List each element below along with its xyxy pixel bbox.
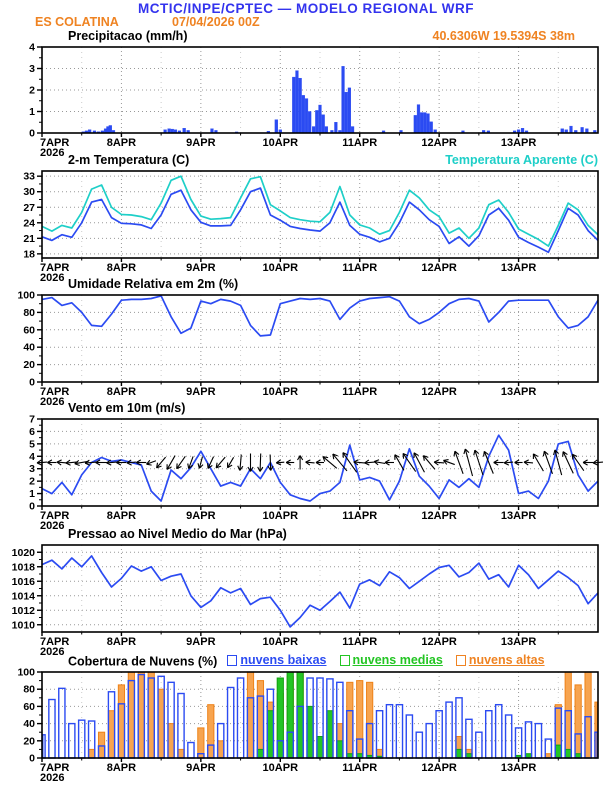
cloud-bar — [98, 732, 104, 758]
cloud-bar — [555, 745, 561, 758]
cloud-bar — [416, 732, 422, 758]
precip-bar — [322, 115, 325, 133]
y-tick-label: 27 — [23, 201, 35, 214]
x-tick-label: 10APR — [262, 762, 299, 774]
x-tick-label: 8APR — [106, 137, 137, 149]
cloud-bar — [307, 706, 313, 758]
x-tick-label: 12APR — [421, 386, 457, 398]
cloud-bar — [69, 724, 75, 758]
cloud-bar — [267, 711, 273, 758]
cloud-bar — [367, 682, 373, 758]
cloud-bar — [158, 689, 164, 758]
wind-arrow — [494, 460, 504, 465]
precip-bar — [420, 113, 423, 133]
precip-bar — [417, 105, 420, 133]
x-tick-label: 12APR — [421, 636, 457, 648]
panel-title-clouds — [68, 653, 545, 669]
y-tick-label: 40 — [23, 341, 35, 354]
y-tick-label: 60 — [23, 324, 35, 337]
panel-frame — [42, 545, 598, 632]
x-tick-label: 13APR — [500, 762, 537, 774]
wind-arrow — [57, 459, 67, 465]
legend-item-mid-clouds — [340, 653, 443, 667]
x-axis-year-label: 2026 — [40, 147, 65, 159]
cloud-bar — [49, 700, 55, 758]
cloud-bar — [327, 711, 333, 758]
cloud-bar — [476, 732, 482, 758]
precip-bar — [325, 127, 328, 133]
cloud-bar — [178, 694, 184, 759]
cloud-bar — [148, 672, 154, 758]
precip-bar — [109, 125, 112, 133]
panel-humidity — [17, 290, 598, 409]
precip-bar — [302, 95, 305, 133]
y-tick-label: 60 — [23, 700, 35, 713]
precip-bar — [345, 92, 348, 133]
x-tick-label: 12APR — [421, 137, 457, 149]
wind-arrow — [225, 456, 236, 469]
precip-bar — [342, 66, 345, 133]
cloud-bar — [188, 743, 194, 758]
y-tick-label: 4 — [29, 41, 35, 54]
precip-bar — [305, 99, 308, 133]
cloud-bar — [287, 672, 293, 758]
cloud-bar — [59, 688, 65, 758]
wind-arrow — [364, 459, 374, 465]
y-tick-label: 1 — [29, 488, 35, 501]
cloud-bar — [575, 685, 581, 758]
panel-title-wind: Vento em 10m (m/s) — [68, 401, 186, 415]
wind-arrow — [155, 455, 168, 469]
wind-arrow — [175, 455, 188, 470]
x-axis-year-label: 2026 — [40, 772, 65, 784]
wind-arrow — [96, 460, 108, 465]
cloud-bar — [208, 705, 214, 758]
x-tick-label: 11APR — [342, 510, 378, 522]
cloud-bar — [456, 749, 462, 758]
cloud-bar — [108, 711, 114, 758]
precip-bar — [296, 71, 299, 133]
wind-arrow — [443, 458, 456, 467]
panel-frame — [42, 295, 598, 382]
precip-bar — [315, 110, 318, 133]
wind-arrow — [214, 455, 227, 469]
x-tick-label: 13APR — [500, 262, 537, 274]
wind-arrow — [305, 460, 314, 466]
legend-label-mid-clouds: nuvens medias — [352, 653, 443, 667]
precip-bar — [275, 120, 278, 133]
cloud-bar — [486, 711, 492, 758]
y-tick-label: 30 — [23, 186, 35, 199]
wind-arrow — [316, 460, 324, 465]
y-tick-label: 6 — [29, 425, 35, 438]
cloud-bar — [446, 702, 452, 758]
x-tick-label: 10APR — [262, 262, 299, 274]
wind-arrow — [374, 459, 386, 466]
high-clouds-swatch-icon — [456, 655, 466, 666]
cloud-bar — [565, 749, 571, 758]
x-axis-year-label: 2026 — [40, 520, 65, 532]
x-tick-label: 13APR — [500, 510, 537, 522]
wind-arrow — [268, 454, 274, 470]
x-tick-label: 9APR — [186, 762, 216, 774]
x-tick-label: 10APR — [262, 510, 299, 522]
x-tick-label: 9APR — [186, 510, 216, 522]
cloud-bar — [386, 705, 392, 758]
x-tick-label: 9APR — [186, 636, 216, 648]
x-tick-label: 13APR — [500, 137, 537, 149]
y-tick-label: 18 — [23, 248, 35, 261]
cloud-bar — [506, 715, 512, 758]
x-tick-label: 11APR — [342, 762, 378, 774]
panel-temperature — [23, 171, 598, 284]
cloud-bar — [178, 749, 184, 758]
y-tick-label: 20 — [23, 735, 35, 748]
wind-arrow — [561, 451, 576, 475]
run-datetime: 07/04/2026 00Z — [172, 15, 260, 29]
x-tick-label: 9APR — [186, 137, 216, 149]
y-tick-label: 100 — [17, 666, 35, 679]
y-tick-label: 40 — [23, 718, 35, 731]
cloud-bar — [118, 685, 124, 758]
y-tick-label: 2 — [29, 475, 35, 488]
page-title: MCTIC/INPE/CPTEC — MODELO REGIONAL WRF — [138, 1, 474, 16]
cloud-bar — [277, 678, 283, 758]
y-tick-label: 1014 — [11, 590, 35, 603]
panel-title-pressure: Pressao ao Nivel Medio do Mar (hPa) — [68, 527, 287, 541]
x-tick-label: 7APR — [40, 262, 70, 274]
wind-arrow — [248, 454, 253, 472]
wind-arrows — [37, 448, 603, 476]
x-axis-year-label: 2026 — [40, 396, 65, 408]
x-tick-label: 9APR — [186, 262, 216, 274]
precip-bar — [423, 113, 426, 133]
series-Velocidade-do-vento-em-10m — [42, 435, 598, 501]
cloud-bar — [357, 681, 363, 758]
cloud-bar — [585, 672, 591, 758]
cloud-bar — [565, 672, 571, 758]
wind-arrow — [515, 460, 523, 465]
panel-title-apparent-temperature: Temperatura Aparente (C) — [445, 153, 598, 167]
precip-bar — [351, 127, 354, 133]
cloud-bar — [525, 722, 531, 758]
x-tick-label: 7APR — [40, 510, 70, 522]
x-axis-year-label: 2026 — [40, 272, 65, 284]
panel-precipitation — [29, 42, 598, 160]
precip-bar — [312, 127, 315, 133]
cloud-bar — [138, 672, 144, 758]
low-clouds-swatch-icon — [227, 655, 237, 666]
y-tick-label: 80 — [23, 306, 35, 319]
y-tick-label: 3 — [29, 63, 35, 75]
precip-bar — [430, 122, 433, 133]
x-tick-label: 8APR — [106, 510, 137, 522]
x-tick-label: 13APR — [500, 386, 537, 398]
y-tick-label: 2 — [29, 84, 35, 97]
cloud-bar — [237, 678, 243, 758]
x-tick-label: 11APR — [342, 137, 378, 149]
cloud-bar — [228, 687, 234, 758]
x-tick-label: 10APR — [262, 636, 299, 648]
legend-label-low-clouds: nuvens baixas — [240, 653, 327, 667]
x-tick-label: 7APR — [40, 636, 70, 648]
cloud-bar — [257, 681, 263, 758]
x-tick-label: 8APR — [106, 262, 137, 274]
cloud-bar — [347, 682, 353, 758]
y-tick-label: 100 — [17, 289, 35, 302]
x-tick-label: 12APR — [421, 510, 457, 522]
panel-title-precipitation: Precipitacao (mm/h) — [68, 29, 188, 43]
precip-bar — [581, 127, 584, 133]
precip-bar — [427, 114, 430, 133]
wind-arrow — [583, 460, 593, 465]
y-tick-label: 1016 — [11, 575, 35, 588]
y-tick-label: 5 — [29, 438, 35, 451]
cloud-bar — [247, 672, 253, 758]
cloud-bar — [496, 705, 502, 758]
wind-arrow — [146, 458, 157, 466]
y-tick-label: 3 — [29, 463, 35, 476]
cloud-bar — [426, 724, 432, 758]
cloud-bar — [436, 711, 442, 758]
x-tick-label: 10APR — [262, 386, 299, 398]
wind-arrow — [286, 460, 294, 465]
panel-pressure — [12, 545, 598, 658]
wind-arrow — [127, 460, 136, 466]
series-2-m-Temperatura-(C) — [42, 188, 598, 252]
legend-item-low-clouds — [227, 653, 326, 667]
cloud-bar — [168, 724, 174, 758]
panel-title-temperature: 2-m Temperatura (C) — [68, 153, 190, 167]
wind-arrow — [463, 448, 475, 476]
cloud-bar — [337, 741, 343, 758]
cloud-bar — [257, 749, 263, 758]
cloud-bar — [317, 737, 323, 759]
clouds-title-text: Cobertura de Nuvens (%) — [68, 654, 218, 669]
y-tick-label: 1010 — [11, 619, 35, 632]
x-axis-year-label: 2026 — [40, 646, 65, 658]
cloud-bar — [297, 672, 303, 758]
mid-clouds-swatch-icon — [340, 655, 350, 666]
clouds-legend — [227, 653, 544, 667]
y-tick-label: 1018 — [11, 561, 35, 574]
precip-bar — [334, 122, 337, 133]
x-tick-label: 7APR — [40, 762, 70, 774]
x-tick-label: 7APR — [40, 386, 70, 398]
x-tick-label: 12APR — [421, 262, 457, 274]
x-tick-label: 10APR — [262, 137, 299, 149]
x-tick-label: 8APR — [106, 386, 137, 398]
cloud-bar — [89, 749, 95, 758]
y-tick-label: 1020 — [11, 546, 35, 559]
panel-title-humidity: Umidade Relativa em 2m (%) — [68, 277, 239, 291]
legend-item-high-clouds — [456, 653, 545, 667]
y-tick-label: 0 — [29, 752, 35, 765]
y-tick-label: 0 — [29, 500, 35, 513]
y-tick-label: 4 — [29, 450, 35, 463]
wind-arrow — [276, 460, 284, 466]
wind-arrow — [524, 460, 533, 466]
x-tick-label: 11APR — [342, 636, 378, 648]
wind-arrow — [434, 459, 444, 465]
precip-bar — [570, 126, 573, 133]
y-tick-label: 33 — [23, 170, 35, 183]
precip-bars — [82, 66, 596, 133]
cloud-bar — [43, 735, 45, 758]
y-tick-label: 21 — [23, 232, 35, 245]
x-tick-label: 9APR — [186, 386, 216, 398]
precip-bar — [348, 88, 351, 133]
station-name: ES COLATINA — [35, 15, 119, 29]
cloud-bar — [128, 672, 134, 758]
x-tick-label: 8APR — [106, 636, 137, 648]
cloud-bars-nuvens-medias — [257, 672, 581, 758]
cloud-bar — [218, 741, 224, 758]
y-tick-label: 1012 — [11, 604, 35, 617]
y-tick-label: 7 — [29, 413, 35, 426]
y-tick-label: 0 — [29, 127, 35, 140]
x-tick-label: 7APR — [40, 137, 70, 149]
x-tick-label: 11APR — [342, 262, 378, 274]
wind-arrow — [47, 460, 56, 465]
precip-bar — [308, 112, 311, 134]
wind-arrow — [452, 450, 465, 474]
y-tick-label: 80 — [23, 683, 35, 696]
wind-arrow — [298, 456, 303, 470]
legend-label-high-clouds: nuvens altas — [468, 653, 545, 667]
x-tick-label: 12APR — [421, 762, 457, 774]
panel-clouds — [17, 667, 598, 785]
precip-bar — [319, 105, 322, 133]
x-tick-label: 11APR — [342, 386, 378, 398]
precip-bar — [414, 115, 417, 133]
x-tick-label: 13APR — [500, 636, 537, 648]
precip-bar — [299, 78, 302, 133]
precip-bar — [292, 77, 295, 133]
y-tick-label: 0 — [29, 376, 35, 389]
cloud-bar — [406, 715, 412, 758]
wind-arrow — [385, 460, 394, 465]
panel-wind — [29, 414, 603, 533]
station-coordinates: 40.6306W 19.5394S 38m — [432, 29, 575, 43]
x-tick-label: 8APR — [106, 762, 137, 774]
y-tick-label: 24 — [23, 217, 35, 230]
y-tick-label: 20 — [23, 359, 35, 372]
y-tick-label: 1 — [29, 106, 35, 118]
